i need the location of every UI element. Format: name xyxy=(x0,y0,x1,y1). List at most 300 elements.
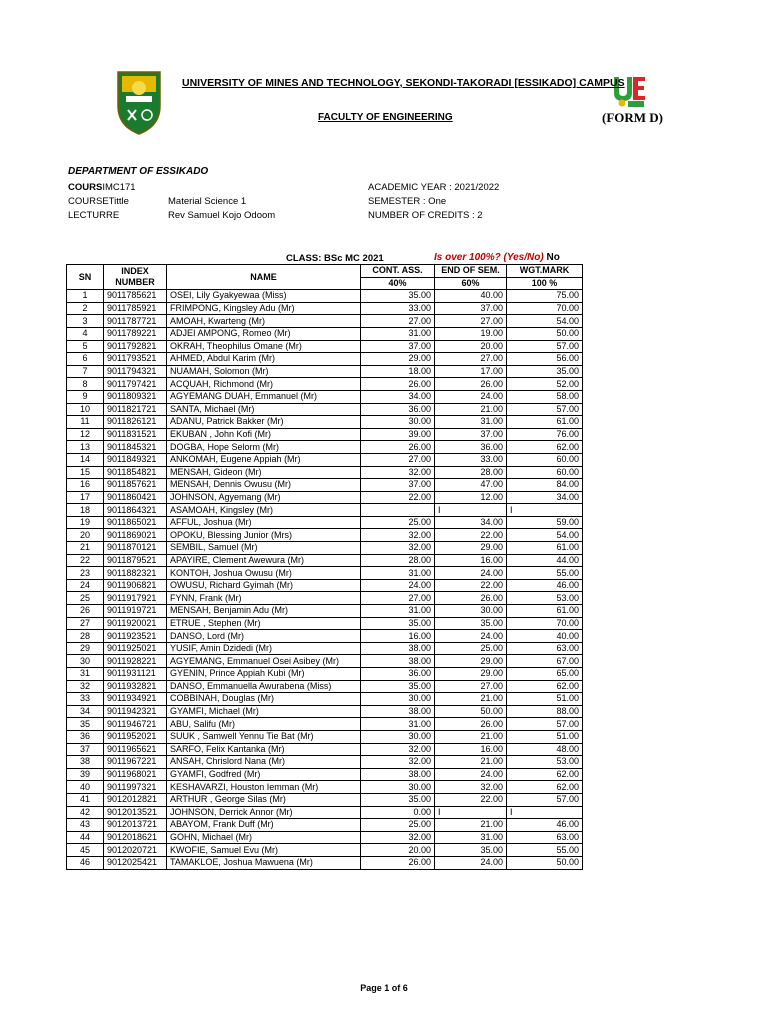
cell-end: 19.00 xyxy=(435,327,507,340)
cell-sn: 30 xyxy=(67,655,104,668)
cell-cont: 30.00 xyxy=(361,730,435,743)
cell-name: SANTA, Michael (Mr) xyxy=(167,403,361,416)
cell-sn: 41 xyxy=(67,793,104,806)
cell-cont: 32.00 xyxy=(361,466,435,479)
cell-name: TAMAKLOE, Joshua Mawuena (Mr) xyxy=(167,856,361,869)
table-row xyxy=(67,466,583,479)
cell-wgt: 60.00 xyxy=(507,453,583,466)
cell-index: 9011968021 xyxy=(104,768,167,781)
table-row xyxy=(67,441,583,454)
table-row xyxy=(67,806,583,819)
cell-cont: 26.00 xyxy=(361,378,435,391)
cell-index: 9011965621 xyxy=(104,743,167,756)
cell-index: 9011865021 xyxy=(104,516,167,529)
table-row xyxy=(67,567,583,580)
cell-sn: 44 xyxy=(67,831,104,844)
academic-year: ACADEMIC YEAR : 2021/2022 xyxy=(368,182,500,193)
table-row xyxy=(67,768,583,781)
cell-index: 9011923521 xyxy=(104,630,167,643)
table-row xyxy=(67,579,583,592)
table-row xyxy=(67,793,583,806)
over-answer: No xyxy=(546,252,560,263)
cell-cont: 35.00 xyxy=(361,290,435,303)
cell-end: 24.00 xyxy=(435,390,507,403)
cell-sn: 19 xyxy=(67,516,104,529)
cell-cont: 34.00 xyxy=(361,390,435,403)
cell-wgt: 35.00 xyxy=(507,365,583,378)
table-row xyxy=(67,831,583,844)
cell-name: MENSAH, Dennis Owusu (Mr) xyxy=(167,479,361,492)
cell-sn: 1 xyxy=(67,290,104,303)
table-row xyxy=(67,340,583,353)
cell-name: DANSO, Emmanuella Awurabena (Miss) xyxy=(167,680,361,693)
header-sn: SN xyxy=(67,265,104,290)
cell-end: 29.00 xyxy=(435,668,507,681)
course-code-row xyxy=(68,182,136,193)
semester: SEMESTER : One xyxy=(368,196,447,207)
header-index: INDEX NUMBER xyxy=(104,265,167,290)
cell-name: GOHN, Michael (Mr) xyxy=(167,831,361,844)
cell-sn: 16 xyxy=(67,479,104,492)
cell-cont: 29.00 xyxy=(361,353,435,366)
cell-index: 9011821721 xyxy=(104,403,167,416)
cell-wgt: 88.00 xyxy=(507,705,583,718)
cell-name: DOGBA, Hope Selorm (Mr) xyxy=(167,441,361,454)
cell-index: 9011809321 xyxy=(104,390,167,403)
cell-end: 26.00 xyxy=(435,378,507,391)
cell-index: 9011854821 xyxy=(104,466,167,479)
cell-wgt: 63.00 xyxy=(507,642,583,655)
cell-index: 9011934921 xyxy=(104,693,167,706)
cell-end: 21.00 xyxy=(435,730,507,743)
table-row xyxy=(67,416,583,429)
cell-end: 22.00 xyxy=(435,793,507,806)
cell-cont: 36.00 xyxy=(361,668,435,681)
cell-end: 16.00 xyxy=(435,554,507,567)
table-row xyxy=(67,479,583,492)
header-wgt-pct: 100 % xyxy=(507,277,583,290)
cell-sn: 46 xyxy=(67,856,104,869)
cell-cont: 32.00 xyxy=(361,756,435,769)
cell-name: ANSAH, Chrislord Nana (Mr) xyxy=(167,756,361,769)
cell-wgt: 58.00 xyxy=(507,390,583,403)
cell-name: FYNN, Frank (Mr) xyxy=(167,592,361,605)
cell-name: ADANU, Patrick Bakker (Mr) xyxy=(167,416,361,429)
cell-name: AFFUL, Joshua (Mr) xyxy=(167,516,361,529)
cell-index: 9011785921 xyxy=(104,302,167,315)
cell-name: ACQUAH, Richmond (Mr) xyxy=(167,378,361,391)
cell-cont: 31.00 xyxy=(361,327,435,340)
cell-sn: 17 xyxy=(67,491,104,504)
cell-cont: 20.00 xyxy=(361,844,435,857)
cell-name: DANSO, Lord (Mr) xyxy=(167,630,361,643)
cell-index: 9011797421 xyxy=(104,378,167,391)
cell-index: 9012012821 xyxy=(104,793,167,806)
cell-end: 22.00 xyxy=(435,579,507,592)
cell-end: 22.00 xyxy=(435,529,507,542)
cell-wgt: 75.00 xyxy=(507,290,583,303)
cell-end: 21.00 xyxy=(435,819,507,832)
cell-name: FRIMPONG, Kingsley Adu (Mr) xyxy=(167,302,361,315)
course-title: Material Science 1 xyxy=(168,196,247,207)
cell-end: 29.00 xyxy=(435,542,507,555)
cell-cont: 0.00 xyxy=(361,806,435,819)
cell-index: 9011849321 xyxy=(104,453,167,466)
cell-name: ASAMOAH, Kingsley (Mr) xyxy=(167,504,361,517)
cell-end: 17.00 xyxy=(435,365,507,378)
cell-name: YUSIF, Amin Dzidedi (Mr) xyxy=(167,642,361,655)
table-row xyxy=(67,819,583,832)
cell-index: 9012020721 xyxy=(104,844,167,857)
cell-index: 9011932821 xyxy=(104,680,167,693)
cell-end: 24.00 xyxy=(435,630,507,643)
cell-sn: 3 xyxy=(67,315,104,328)
table-row xyxy=(67,730,583,743)
cell-name: ARTHUR , George Silas (Mr) xyxy=(167,793,361,806)
cell-wgt: 62.00 xyxy=(507,441,583,454)
cell-sn: 25 xyxy=(67,592,104,605)
cell-end: 24.00 xyxy=(435,856,507,869)
table-row xyxy=(67,693,583,706)
cell-end: 35.00 xyxy=(435,844,507,857)
header-end: END OF SEM. xyxy=(435,265,507,278)
cell-index: 9011942321 xyxy=(104,705,167,718)
cell-sn: 31 xyxy=(67,668,104,681)
university-name: UNIVERSITY OF MINES AND TECHNOLOGY, SEKONDI-TAKORADI [ESSIKADO] CAMPUS xyxy=(182,77,625,89)
cell-index: 9011919721 xyxy=(104,605,167,618)
cell-name: KWOFIE, Samuel Evu (Mr) xyxy=(167,844,361,857)
cell-name: OSEI, Lily Gyakyewaa (Miss) xyxy=(167,290,361,303)
cell-wgt: 51.00 xyxy=(507,693,583,706)
cell-sn: 6 xyxy=(67,353,104,366)
cell-index: 9011857621 xyxy=(104,479,167,492)
cell-end: 16.00 xyxy=(435,743,507,756)
cell-wgt: 67.00 xyxy=(507,655,583,668)
cell-wgt: 59.00 xyxy=(507,516,583,529)
cell-name: JOHNSON, Derrick Annor (Mr) xyxy=(167,806,361,819)
cell-end: 27.00 xyxy=(435,680,507,693)
results-table xyxy=(66,264,583,870)
table-row xyxy=(67,743,583,756)
cell-cont: 35.00 xyxy=(361,793,435,806)
cell-index: 9011928221 xyxy=(104,655,167,668)
cell-cont: 26.00 xyxy=(361,856,435,869)
cell-cont xyxy=(361,504,435,517)
cell-end: 35.00 xyxy=(435,617,507,630)
table-row xyxy=(67,630,583,643)
cell-name: OKRAH, Theophilus Omane (Mr) xyxy=(167,340,361,353)
cell-cont: 22.00 xyxy=(361,491,435,504)
cell-index: 9011917921 xyxy=(104,592,167,605)
cell-wgt: 60.00 xyxy=(507,466,583,479)
cell-wgt: 57.00 xyxy=(507,403,583,416)
table-row xyxy=(67,315,583,328)
over-question: Is over 100%? (Yes/No) xyxy=(434,252,544,263)
cell-name: ETRUE , Stephen (Mr) xyxy=(167,617,361,630)
cell-end: 47.00 xyxy=(435,479,507,492)
cell-wgt: 62.00 xyxy=(507,680,583,693)
cell-wgt: 57.00 xyxy=(507,793,583,806)
cell-name: AGYEMANG, Emmanuel Osei Asibey (Mr) xyxy=(167,655,361,668)
over-100-check xyxy=(434,252,560,263)
cell-cont: 37.00 xyxy=(361,340,435,353)
cell-sn: 28 xyxy=(67,630,104,643)
cell-cont: 38.00 xyxy=(361,642,435,655)
cell-wgt: 46.00 xyxy=(507,579,583,592)
cell-end: 26.00 xyxy=(435,718,507,731)
cell-sn: 27 xyxy=(67,617,104,630)
cell-sn: 37 xyxy=(67,743,104,756)
cell-wgt: 53.00 xyxy=(507,592,583,605)
cell-end: 34.00 xyxy=(435,516,507,529)
cell-sn: 39 xyxy=(67,768,104,781)
cell-cont: 35.00 xyxy=(361,617,435,630)
cell-index: 9011925021 xyxy=(104,642,167,655)
cell-wgt: 53.00 xyxy=(507,756,583,769)
cell-name: GYENIN, Prince Appiah Kubi (Mr) xyxy=(167,668,361,681)
cell-name: AGYEMANG DUAH, Emmanuel (Mr) xyxy=(167,390,361,403)
cell-name: GYAMFI, Godfred (Mr) xyxy=(167,768,361,781)
table-row xyxy=(67,365,583,378)
cell-index: 9012025421 xyxy=(104,856,167,869)
cell-index: 9011920021 xyxy=(104,617,167,630)
table-row xyxy=(67,844,583,857)
cell-index: 9011792821 xyxy=(104,340,167,353)
cell-wgt: 57.00 xyxy=(507,718,583,731)
cell-wgt: 46.00 xyxy=(507,819,583,832)
cell-wgt: 84.00 xyxy=(507,479,583,492)
cell-cont: 25.00 xyxy=(361,819,435,832)
table-row xyxy=(67,504,583,517)
cell-index: 9011826121 xyxy=(104,416,167,429)
cell-wgt: 50.00 xyxy=(507,856,583,869)
cell-cont: 38.00 xyxy=(361,655,435,668)
cell-name: KESHAVARZI, Houston Iemman (Mr) xyxy=(167,781,361,794)
table-row xyxy=(67,542,583,555)
table-row xyxy=(67,680,583,693)
cell-sn: 29 xyxy=(67,642,104,655)
course-title-label: COURSETittle xyxy=(68,196,129,207)
cell-index: 9012018621 xyxy=(104,831,167,844)
course-code: IMC171 xyxy=(102,182,136,193)
cell-end: 29.00 xyxy=(435,655,507,668)
cell-cont: 25.00 xyxy=(361,516,435,529)
cell-name: OPOKU, Blessing Junior (Mrs) xyxy=(167,529,361,542)
header-cont: CONT. ASS. xyxy=(361,265,435,278)
table-row xyxy=(67,856,583,869)
cell-name: SUUK , Samwell Yennu Tie Bat (Mr) xyxy=(167,730,361,743)
header-cont-pct: 40% xyxy=(361,277,435,290)
cell-sn: 26 xyxy=(67,605,104,618)
cell-end: I xyxy=(435,504,507,517)
cell-name: KONTOH, Joshua Owusu (Mr) xyxy=(167,567,361,580)
cell-end: 30.00 xyxy=(435,605,507,618)
cell-index: 9011845321 xyxy=(104,441,167,454)
cell-wgt: 63.00 xyxy=(507,831,583,844)
cell-wgt: 61.00 xyxy=(507,416,583,429)
cell-end: I xyxy=(435,806,507,819)
cell-cont: 32.00 xyxy=(361,529,435,542)
cell-sn: 42 xyxy=(67,806,104,819)
cell-sn: 33 xyxy=(67,693,104,706)
cell-end: 40.00 xyxy=(435,290,507,303)
cell-end: 32.00 xyxy=(435,781,507,794)
cell-end: 12.00 xyxy=(435,491,507,504)
table-row xyxy=(67,756,583,769)
cell-cont: 28.00 xyxy=(361,554,435,567)
cell-index: 9011879521 xyxy=(104,554,167,567)
table-row xyxy=(67,403,583,416)
table-header-row xyxy=(67,265,583,278)
cell-index: 9011870121 xyxy=(104,542,167,555)
page-number: Page 1 of 6 xyxy=(360,983,408,993)
cell-index: 9012013721 xyxy=(104,819,167,832)
table-row xyxy=(67,428,583,441)
cell-end: 50.00 xyxy=(435,705,507,718)
cell-wgt: 55.00 xyxy=(507,567,583,580)
cell-cont: 31.00 xyxy=(361,718,435,731)
table-row xyxy=(67,290,583,303)
cell-index: 9011869021 xyxy=(104,529,167,542)
cell-wgt: 34.00 xyxy=(507,491,583,504)
cell-cont: 27.00 xyxy=(361,592,435,605)
cell-sn: 4 xyxy=(67,327,104,340)
cell-cont: 30.00 xyxy=(361,416,435,429)
cell-index: 9011860421 xyxy=(104,491,167,504)
cell-wgt: 55.00 xyxy=(507,844,583,857)
cell-wgt: 50.00 xyxy=(507,327,583,340)
cell-wgt: 62.00 xyxy=(507,768,583,781)
cell-index: 9012013521 xyxy=(104,806,167,819)
cell-name: OWUSU, Richard Gyimah (Mr) xyxy=(167,579,361,592)
cell-end: 27.00 xyxy=(435,353,507,366)
cell-wgt: 70.00 xyxy=(507,617,583,630)
cell-sn: 36 xyxy=(67,730,104,743)
cell-end: 33.00 xyxy=(435,453,507,466)
cell-index: 9011794321 xyxy=(104,365,167,378)
cell-index: 9011789221 xyxy=(104,327,167,340)
cell-cont: 37.00 xyxy=(361,479,435,492)
cell-cont: 31.00 xyxy=(361,567,435,580)
cell-cont: 31.00 xyxy=(361,605,435,618)
table-row xyxy=(67,705,583,718)
table-row xyxy=(67,668,583,681)
cell-wgt: 61.00 xyxy=(507,542,583,555)
cell-end: 21.00 xyxy=(435,756,507,769)
cell-sn: 8 xyxy=(67,378,104,391)
cell-sn: 23 xyxy=(67,567,104,580)
cell-cont: 38.00 xyxy=(361,768,435,781)
cell-name: APAYIRE, Clement Awewura (Mr) xyxy=(167,554,361,567)
cell-sn: 2 xyxy=(67,302,104,315)
cell-end: 37.00 xyxy=(435,428,507,441)
table-row xyxy=(67,718,583,731)
cell-sn: 7 xyxy=(67,365,104,378)
cell-wgt: 56.00 xyxy=(507,353,583,366)
cell-sn: 43 xyxy=(67,819,104,832)
cell-end: 21.00 xyxy=(435,693,507,706)
cell-sn: 15 xyxy=(67,466,104,479)
table-row xyxy=(67,642,583,655)
table-row xyxy=(67,592,583,605)
table-row xyxy=(67,327,583,340)
lecturer-name: Rev Samuel Kojo Odoom xyxy=(168,210,276,221)
cell-wgt: 51.00 xyxy=(507,730,583,743)
cell-name: ANKOMAH, Eugene Appiah (Mr) xyxy=(167,453,361,466)
header-name: NAME xyxy=(167,265,361,290)
cell-wgt: 44.00 xyxy=(507,554,583,567)
credits: NUMBER OF CREDITS : 2 xyxy=(368,210,483,221)
cell-wgt: 76.00 xyxy=(507,428,583,441)
form-label: (FORM D) xyxy=(602,110,664,125)
cell-cont: 32.00 xyxy=(361,743,435,756)
cell-cont: 33.00 xyxy=(361,302,435,315)
cell-cont: 18.00 xyxy=(361,365,435,378)
cell-name: AHMED, Abdul Karim (Mr) xyxy=(167,353,361,366)
cell-wgt: 57.00 xyxy=(507,340,583,353)
cell-sn: 38 xyxy=(67,756,104,769)
cell-index: 9011882321 xyxy=(104,567,167,580)
cell-sn: 32 xyxy=(67,680,104,693)
cell-end: 21.00 xyxy=(435,403,507,416)
cell-end: 36.00 xyxy=(435,441,507,454)
cell-sn: 10 xyxy=(67,403,104,416)
cell-cont: 36.00 xyxy=(361,403,435,416)
cell-name: ABU, Salifu (Mr) xyxy=(167,718,361,731)
cell-sn: 12 xyxy=(67,428,104,441)
cell-name: COBBINAH, Douglas (Mr) xyxy=(167,693,361,706)
cell-index: 9011787721 xyxy=(104,315,167,328)
cell-index: 9011793521 xyxy=(104,353,167,366)
cell-sn: 24 xyxy=(67,579,104,592)
cell-end: 37.00 xyxy=(435,302,507,315)
table-row xyxy=(67,353,583,366)
cell-name: GYAMFI, Michael (Mr) xyxy=(167,705,361,718)
department-name: DEPARTMENT OF ESSIKADO xyxy=(68,166,209,177)
table-row xyxy=(67,491,583,504)
cell-index: 9011906821 xyxy=(104,579,167,592)
cell-cont: 32.00 xyxy=(361,542,435,555)
cell-sn: 40 xyxy=(67,781,104,794)
cell-index: 9011952021 xyxy=(104,730,167,743)
cell-name: NUAMAH, Solomon (Mr) xyxy=(167,365,361,378)
cell-sn: 13 xyxy=(67,441,104,454)
cell-end: 24.00 xyxy=(435,768,507,781)
cell-wgt: I xyxy=(507,504,583,517)
table-row xyxy=(67,529,583,542)
cell-end: 26.00 xyxy=(435,592,507,605)
table-row xyxy=(67,781,583,794)
cell-end: 27.00 xyxy=(435,315,507,328)
cell-end: 31.00 xyxy=(435,416,507,429)
cell-name: ADJEI AMPONG, Romeo (Mr) xyxy=(167,327,361,340)
cell-wgt: 65.00 xyxy=(507,668,583,681)
course-label: COURS xyxy=(68,182,103,193)
cell-cont: 35.00 xyxy=(361,680,435,693)
cell-index: 9011997321 xyxy=(104,781,167,794)
cell-sn: 20 xyxy=(67,529,104,542)
cell-sn: 21 xyxy=(67,542,104,555)
cell-sn: 14 xyxy=(67,453,104,466)
cell-index: 9011864321 xyxy=(104,504,167,517)
cell-name: AMOAH, Kwarteng (Mr) xyxy=(167,315,361,328)
cell-cont: 30.00 xyxy=(361,781,435,794)
cell-sn: 22 xyxy=(67,554,104,567)
cell-cont: 24.00 xyxy=(361,579,435,592)
cell-name: SEMBIL, Samuel (Mr) xyxy=(167,542,361,555)
cell-wgt: 61.00 xyxy=(507,605,583,618)
class-label: CLASS: BSc MC 2021 xyxy=(286,253,384,264)
